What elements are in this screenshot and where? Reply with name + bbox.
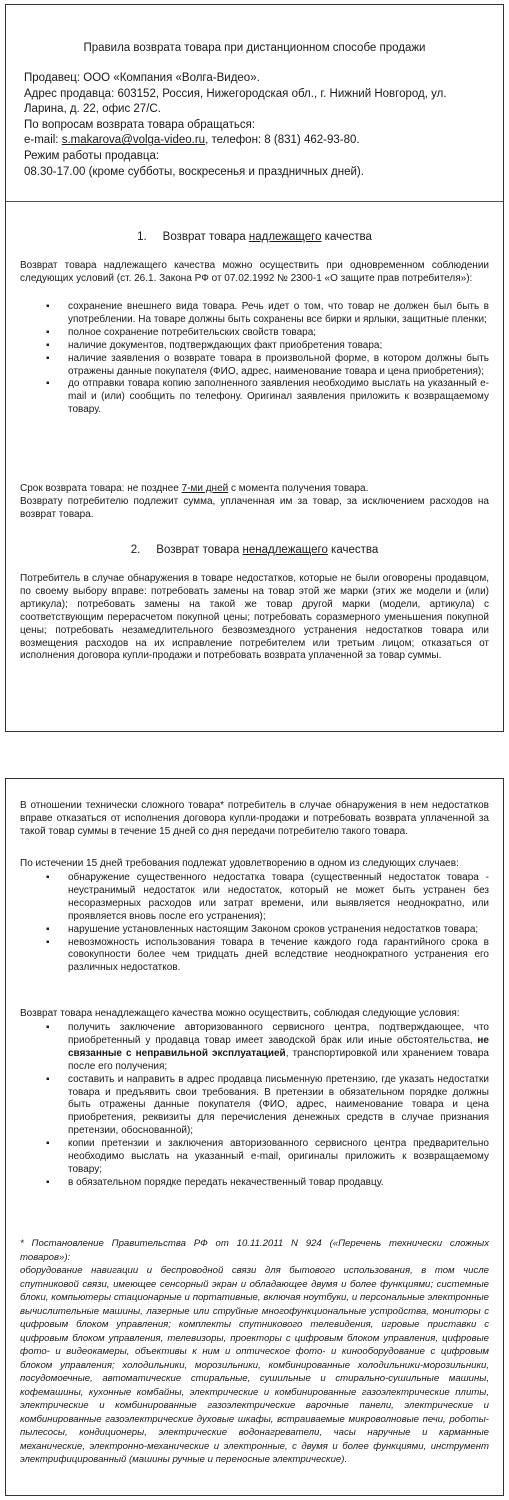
list-item: ▪ наличие документов, подтверждающих факт приобретения товара;: [46, 340, 489, 353]
seller-name: Продавец: ООО «Компания «Волга-Видео».: [24, 72, 260, 84]
list-item: ▪ до отправки товара копию заполненного заявления необходимо выслать на указанный e-mail и (или) сообщить по телефону. Оригинал заявления приложить к возвращаемому товару.: [46, 378, 489, 417]
list-item: ▪ нарушение установленных настоящим Законом сроков устранения недостатков товара;: [46, 924, 489, 937]
footnote-body: оборудование навигации и беспроводной связи для бытового использования, в том числе спутниковой связи, имеющее сенсорный экран и обладающее двумя и более функциями; системные блоки, компьютеры стационарные и портативные, включая ноутбуки, и персональные электронные вычислительные машины, лазерные или струйные многофункциональные устройства, мониторы с цифровым блоком управления; комплекты спутникового телевидения, игровые приставки с цифровым блоком управления, телевизоры, проекторы с цифровым блоком управления, цифровые фото- и видеокамеры, объективы к ним и оптическое фото- и кинооборудование с цифровым блоком управления; холодильники, морозильники, комбинированные холодильники-морозильники, посудомоечные, автоматические стиральные, сушильные и стирально-сушильные машины, кофемашины, кухонные комбайны, электрические и комбинированные газоэлектрические плиты, электрические и комбинированные газоэлектрические варочные панели, электрические и комбинированные газоэлектрические духовые шкафы, встраиваемые микроволновые печи, роботы-пылесосы, кондиционеры, электрические водонагреватели, часы наручные и карманные механические, электронно-механические и электронные, с двумя и более функциями, инструмент электрифицированный (машины ручные и переносные электрические).: [20, 1265, 489, 1465]
document-title: Правила возврата товара при дистанционном способе продажи: [83, 42, 426, 54]
contact-line: e-mail: s.makarova@volga-video.ru, телефон: 8 (831) 462-93-80.: [24, 134, 360, 147]
defective-return-heading: Возврат товара ненадлежащего качества можно осуществить, соблюдая следующие условия:: [20, 1008, 460, 1019]
list-item: ▪ обнаружение существенного недостатка товара (существенный недостаток товара - неустранимый недостаток или недостаток, который не может быть устранен без несоразмерных расходов или затрат времени, или выявляется неоднократно, или проявляется вновь после его устранения);: [46, 872, 489, 924]
page-2: [5, 778, 504, 1496]
list-item: ▪ копии претензии и заключения авторизованного сервисного центра предварительно необходимо выслать на указанный e-mail, оригиналы приложить к возвращаемому товару;: [46, 1138, 489, 1177]
email-link[interactable]: s.makarova@volga-video.ru: [61, 134, 206, 147]
phone-text: , телефон: 8 (831) 462-93-80.: [205, 134, 360, 147]
after-15-days-paragraph: По истечении 15 дней требования подлежат удовлетворению в одном из следующих случаев:: [20, 858, 459, 869]
section-1-intro: Возврат товара надлежащего качества можно осуществить при одновременном соблюдении следующих условий (ст. 26.1. Закона РФ от 07.02.1992 № 2300-1 «О защите прав потребителя»):: [20, 260, 489, 284]
hours-label: Режим работы продавца:: [24, 149, 160, 162]
list-item: ▪ наличие заявления о возврате товара в произвольной форме, в котором должны быть отражены данные покупателя (ФИО, адрес, наименование товара и цена приобретения);: [46, 353, 489, 379]
list-item: ▪ получить заключение авторизованного сервисного центра, подтверждающее, что приобретенный у продавца товар имеет заводской брак или иные обстоятельства, не связанные с неправильной эксплуатацией, транспортировкой или хранением товара после его получения;: [46, 1022, 489, 1074]
list-item: ▪ в обязательном порядке передать некачественный товар продавцу.: [46, 1177, 489, 1190]
return-term: Срок возврата товара: не позднее 7-ми дней с момента получения товара. Возврату потребителю подлежит сумма, уплаченная им за товар, за исключением расходов на возврат товара.: [20, 483, 489, 520]
hours-value: 08.30-17.00 (кроме субботы, воскресенья и праздничных дней).: [24, 165, 364, 178]
section-1-conditions: [46, 301, 489, 417]
complex-goods-paragraph: В отношении технически сложного товара* потребитель в случае обнаружения в нем недостатков вправе отказаться от исполнения договора купли-продажи и потребовать возврата уплаченной за такой товар суммы в течение 15 дней со дня передачи потребителю такого товара.: [20, 800, 489, 837]
list-item: ▪ сохранение внешнего вида товара. Речь идет о том, что товар не должен был быть в употреблении. На товаре должны быть сохранены все бирки и ярлыки, защитные пленки;: [46, 301, 489, 327]
section-2-text: Потребитель в случае обнаружения в товаре недостатков, которые не были оговорены продавцом, по своему выбору вправе: потребовать замены на товар этой же марки (этих же модели и (или) артикула); потребовать замены на такой же товар другой марки (модели, артикула) с соответствующим перерасчетом покупной цены; потребовать соразмерного уменьшения покупной цены; потребовать незамедлительного безвозмездного устранения недостатков товара или возмещения расходов на их исправление потребителем или третьим лицом; отказаться от исполнения договора купли-продажи и потребовать возврата уплаченной за товар суммы.: [20, 573, 489, 662]
list-item: ▪ невозможность использования товара в течение каждого года гарантийного срока в совокупности более чем тридцать дней вследствие неоднократного устранения его различных недостатков.: [46, 937, 489, 976]
footnote: [20, 1237, 489, 1467]
page-1: [5, 4, 504, 732]
seller-info: [24, 71, 489, 180]
contact-heading: По вопросам возврата товара обращаться:: [24, 118, 256, 131]
divider: [6, 201, 503, 202]
list-item: ▪ полное сохранение потребительских свойств товара;: [46, 327, 489, 340]
section-2-heading: 2. Возврат товара ненадлежащего качества: [130, 544, 379, 556]
seller-address: Адрес продавца: 603152, Россия, Нижегородская обл., г. Нижний Новгород, ул. Ларина, д. 22, офис 27/С.: [24, 87, 447, 116]
list-item: ▪ составить и направить в адрес продавца письменную претензию, где указать недостатки товара и предъявить свои требования. В претензии в обязательном порядке должны быть отражены данные покупателя (ФИО, адрес, наименование товара и цена приобретения, реквизиты для перечисления денежных средств в случае признания претензии, обоснованной);: [46, 1074, 489, 1139]
after-15-days-cases: [46, 872, 489, 975]
section-1-heading: 1. Возврат товара надлежащего качества: [137, 231, 372, 243]
refund-text: Возврату потребителю подлежит сумма, уплаченная им за товар, за исключением расходов на возврат товара.: [20, 495, 489, 520]
defective-return-conditions: [46, 1022, 489, 1190]
footnote-heading: * Постановление Правительства РФ от 10.11.2011 N 924 («Перечень технически сложных товаров»):: [20, 1238, 489, 1263]
